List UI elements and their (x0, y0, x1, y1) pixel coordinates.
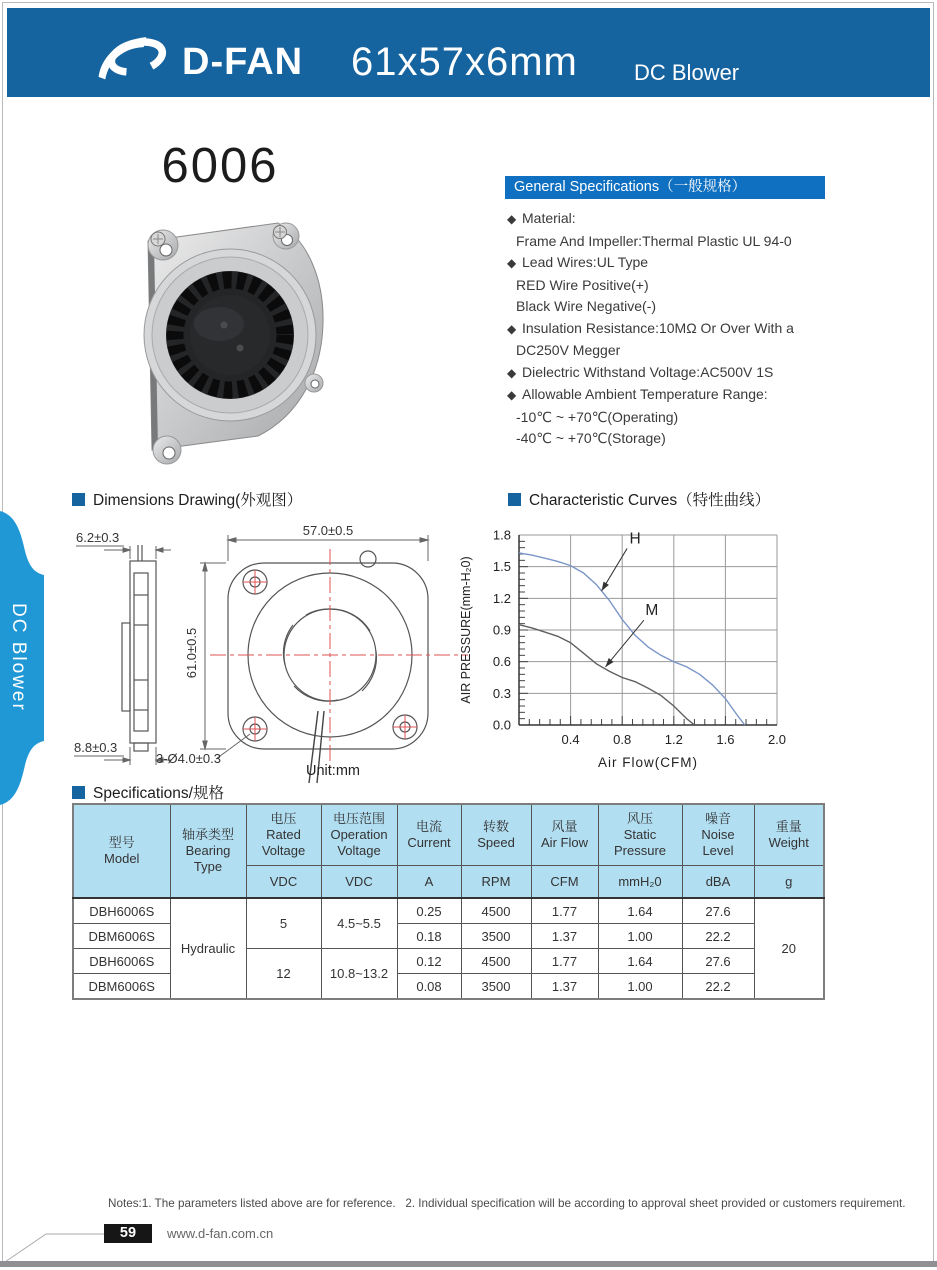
cell-rated-voltage: 12 (246, 949, 321, 1000)
brand-name: D-FAN (182, 41, 304, 83)
cell-noise: 22.2 (682, 924, 754, 949)
spec-line-text: DC250V Megger (516, 342, 621, 358)
svg-text:AIR PRESSURE(mm-H₂0): AIR PRESSURE(mm-H₂0) (459, 556, 473, 704)
spec-line (507, 275, 917, 297)
characteristic-curves-chart (455, 512, 915, 787)
unit-a: A (397, 866, 461, 899)
cell-rated-voltage: 5 (246, 898, 321, 949)
spec-line (507, 428, 917, 450)
cell-model: DBH6006S (73, 949, 170, 974)
col-header-rated-voltage: 电压 Rated Voltage (246, 804, 321, 866)
product-type-label: DC Blower (634, 60, 740, 85)
col-header-bearing: 轴承类型 Bearing Type (170, 804, 246, 898)
cell-noise: 22.2 (682, 974, 754, 1000)
model-number: 6006 (161, 139, 279, 193)
cell-model: DBM6006S (73, 974, 170, 1000)
svg-text:1.2: 1.2 (664, 732, 683, 747)
svg-text:0.4: 0.4 (561, 732, 580, 747)
spec-line (507, 318, 917, 341)
svg-text:Air Flow(CFM): Air Flow(CFM) (598, 755, 698, 770)
spec-line-text: Frame And Impeller:Thermal Plastic UL 94-0 (516, 232, 792, 249)
cell-airflow: 1.37 (531, 924, 598, 949)
sidebar-tab-label: DC Blower (8, 603, 29, 712)
unit-mmh2o: mmH₂0 (598, 866, 682, 899)
page-number-badge: 59 (104, 1224, 152, 1243)
notes-text: Notes:1. The parameters listed above are for reference. 2. Individual specification will be according to approval sheet provided or customers requirement. (108, 1197, 906, 1210)
cell-pressure: 1.00 (598, 924, 682, 949)
spec-line-text: Black Wire Negative(-) (516, 298, 657, 314)
spec-line (507, 231, 917, 253)
svg-text:0.9: 0.9 (492, 622, 511, 638)
svg-text:1.2: 1.2 (492, 590, 511, 606)
diamond-bullet-icon (507, 252, 522, 275)
product-photo (118, 203, 333, 468)
spec-line (507, 296, 917, 318)
diamond-bullet-icon (507, 384, 522, 407)
page-title-size: 61x57x6mm (351, 40, 578, 84)
spec-line-text: -40℃ ~ +70℃(Storage) (516, 430, 666, 446)
cell-model: DBM6006S (73, 924, 170, 949)
cell-speed: 4500 (461, 898, 531, 924)
col-header-weight: 重量 Weight (754, 804, 824, 866)
col-header-pressure: 风压 Static Pressure (598, 804, 682, 866)
svg-text:Unit:mm: Unit:mm (306, 763, 360, 779)
curves-chart-svg (455, 512, 915, 782)
cell-model: DBH6006S (73, 898, 170, 924)
spec-line (507, 340, 917, 362)
col-header-operation-voltage: 电压范围 Operation Voltage (321, 804, 397, 866)
cell-speed: 3500 (461, 924, 531, 949)
cell-pressure: 1.00 (598, 974, 682, 1000)
spec-line-text: Allowable Ambient Temperature Range: (522, 386, 768, 402)
general-specs-title-bar: General Specifications（一般规格） (505, 176, 825, 199)
curves-section-title: Characteristic Curves（特性曲线） (508, 488, 770, 510)
svg-text:0.3: 0.3 (492, 685, 511, 701)
dimensions-drawing (68, 515, 478, 785)
spec-line-text: Lead Wires:UL Type (522, 254, 649, 270)
spec-line-text: RED Wire Positive(+) (516, 276, 649, 293)
spec-table-section-title: Specifications/规格 (72, 781, 224, 803)
spec-table-wrap (72, 803, 825, 1000)
unit-vdc: VDC (321, 866, 397, 899)
svg-text:1.5: 1.5 (492, 559, 511, 575)
svg-text:2.0: 2.0 (767, 732, 787, 747)
svg-text:6.2±0.3: 6.2±0.3 (76, 530, 120, 545)
cell-speed: 4500 (461, 949, 531, 974)
cell-weight: 20 (754, 898, 824, 999)
svg-text:8.8±0.3: 8.8±0.3 (74, 740, 118, 755)
unit-cfm: CFM (531, 866, 598, 899)
cell-bearing: Hydraulic (170, 898, 246, 999)
col-header-airflow: 风量 Air Flow (531, 804, 598, 866)
spec-line (507, 208, 917, 231)
cell-current: 0.12 (397, 949, 461, 974)
spec-line-text: -10℃ ~ +70℃(Operating) (516, 408, 679, 425)
svg-text:61.0±0.5: 61.0±0.5 (184, 627, 199, 679)
cell-pressure: 1.64 (598, 949, 682, 974)
svg-text:57.0±0.5: 57.0±0.5 (302, 523, 354, 538)
spec-line (507, 384, 917, 407)
cell-current: 0.25 (397, 898, 461, 924)
unit-vdc: VDC (246, 866, 321, 899)
cell-noise: 27.6 (682, 898, 754, 924)
blue-square-bullet-icon (72, 786, 85, 799)
cell-airflow: 1.77 (531, 949, 598, 974)
col-header-model: 型号 Model (73, 804, 170, 898)
cell-voltage-range: 4.5~5.5 (321, 898, 397, 949)
sidebar-tab-dc-blower (0, 503, 46, 813)
svg-text:1.6: 1.6 (716, 732, 735, 747)
unit-dba: dBA (682, 866, 754, 899)
general-specs-list (507, 208, 917, 450)
svg-text:0.8: 0.8 (613, 732, 632, 747)
cell-pressure: 1.64 (598, 898, 682, 924)
svg-text:0.6: 0.6 (492, 654, 511, 670)
unit-rpm: RPM (461, 866, 531, 899)
spec-table (72, 803, 825, 1000)
diamond-bullet-icon (507, 208, 522, 231)
header-banner (7, 8, 930, 97)
col-header-speed: 转数 Speed (461, 804, 531, 866)
cell-airflow: 1.77 (531, 898, 598, 924)
spec-line-text: Material: (522, 210, 576, 226)
spec-line (507, 252, 917, 275)
col-header-current: 电流 Current (397, 804, 461, 866)
spec-line (507, 407, 917, 429)
cell-noise: 27.6 (682, 949, 754, 974)
dfan-logo-icon (91, 30, 175, 86)
cell-voltage-range: 10.8~13.2 (321, 949, 397, 1000)
diamond-bullet-icon (507, 362, 522, 385)
spec-line-text: Dielectric Withstand Voltage:AC500V 1S (522, 363, 774, 380)
blue-square-bullet-icon (508, 493, 521, 506)
diamond-bullet-icon (507, 318, 522, 341)
cell-current: 0.18 (397, 924, 461, 949)
cell-airflow: 1.37 (531, 974, 598, 1000)
table-row (73, 898, 824, 924)
blue-square-bullet-icon (72, 493, 85, 506)
svg-text:M: M (645, 602, 659, 620)
spec-line-text: Insulation Resistance:10MΩ Or Over With a (522, 319, 794, 336)
col-header-noise: 噪音 Noise Level (682, 804, 754, 866)
svg-text:1.8: 1.8 (492, 527, 511, 543)
dimensions-section-title: Dimensions Drawing(外观图） (72, 488, 302, 510)
spec-line (507, 362, 917, 385)
svg-text:H: H (629, 530, 641, 548)
website-text: www.d-fan.com.cn (167, 1226, 274, 1241)
unit-g: g (754, 866, 824, 899)
svg-text:3-Ø4.0±0.3: 3-Ø4.0±0.3 (156, 751, 221, 766)
bottom-bar (0, 1261, 937, 1267)
cell-speed: 3500 (461, 974, 531, 1000)
cell-current: 0.08 (397, 974, 461, 1000)
svg-text:0.0: 0.0 (492, 717, 511, 733)
